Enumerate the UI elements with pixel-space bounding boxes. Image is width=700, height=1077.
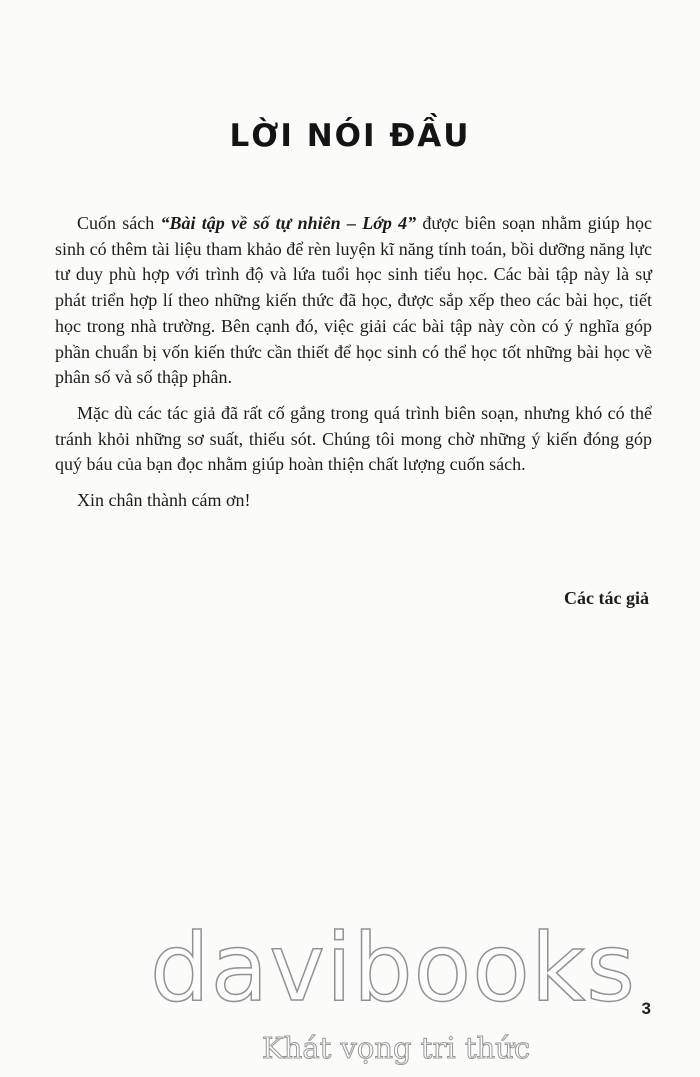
page-title: LỜI NÓI ĐẦU [229,118,471,154]
paragraph-apology: Mặc dù các tác giả đã rất cố gắng trong quá trình biên soạn, nhưng khó có thể tránh khỏi những sơ suất, thiếu sót. Chúng tôi mong chờ những ý kiến đóng góp quý báu của bạn đọc nhằm giúp hoàn thiện chất lượng cuốn sách. [55,402,652,475]
author-signature: Các tác giả [564,588,649,608]
preface-body [55,211,652,524]
watermark-brand: davibooks [150,914,637,1023]
paragraph-intro-lead: Cuốn sách [77,213,161,233]
watermark-slogan: Khát vọng tri thức [262,1031,531,1065]
page-number: 3 [641,999,651,1018]
paragraph-intro-rest: được biên soạn nhằm giúp học sinh có thêm tài liệu tham khảo để rèn luyện kĩ năng tính toán, bồi dưỡng năng lực tư duy phù hợp với trình độ và lứa tuổi học sinh tiểu học. Các bài tập này là sự phát triển hợp lí theo những kiến thức đã học, được sắp xếp theo các bài học, tiết học trong nhà trường. Bên cạnh đó, việc giải các bài tập này còn có ý nghĩa góp phần chuẩn bị vốn kiến thức cần thiết để học sinh có thể học tốt những bài học về phân số và số thập phân. [55,213,652,388]
paragraph-intro [55,211,652,391]
paragraph-thanks: Xin chân thành cám ơn! [77,490,251,511]
book-title: “Bài tập về số tự nhiên – Lớp 4” [160,213,417,233]
